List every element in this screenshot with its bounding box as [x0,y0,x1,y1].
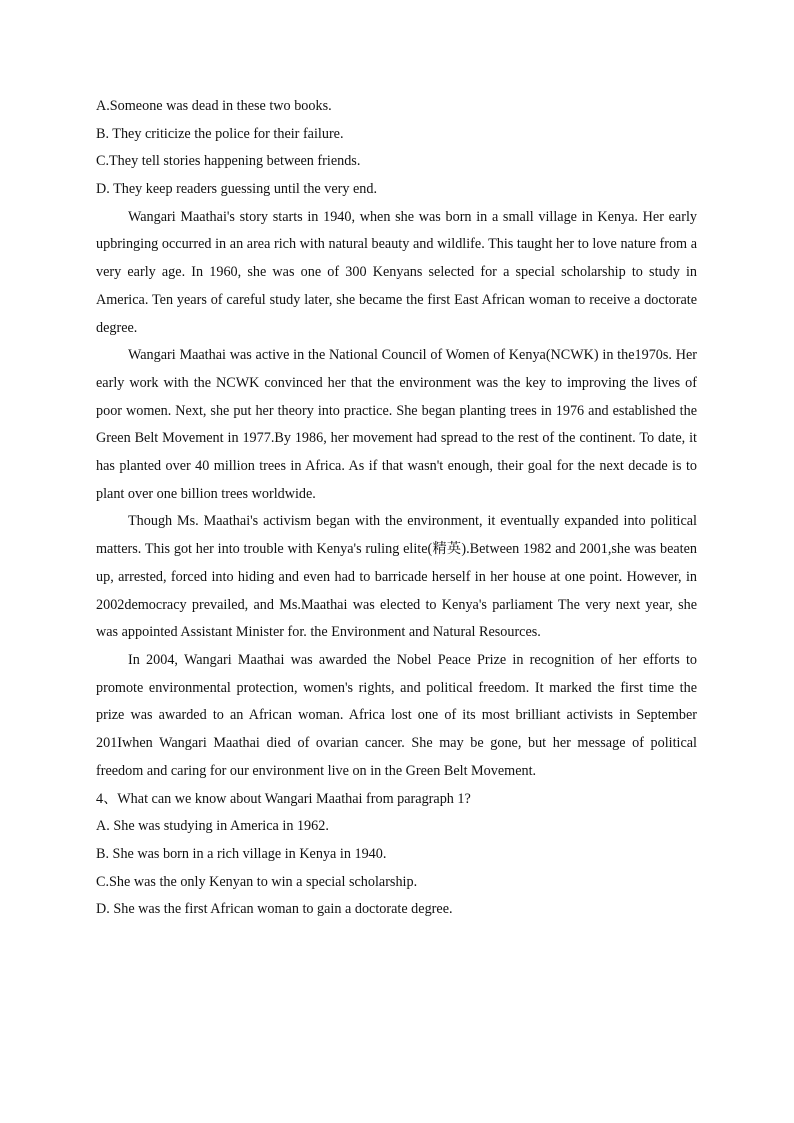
q4-option-b: B. She was born in a rich village in Kenya in 1940. [96,845,387,862]
passage-paragraph-4: In 2004, Wangari Maathai was awarded the Nobel Peace Prize in recognition of her efforts to promote environmental protection, women's rights, and political freedom. It marked the first time the prize was awarded to an African woman. Africa lost one of its most brilliant activists in September 201Iwhen Wangari Maathai died of ovarian cancer. She may be gone, but her message of political freedom and caring for our environment live on in the Green Belt Movement. [96,652,697,779]
q3-option-a: A.Someone was dead in these two books. [96,98,332,114]
passage-paragraph-2: Wangari Maathai was active in the National Council of Women of Kenya(NCWK) in the1970s. Her early work with the NCWK convinced her that the environment was the key to improving the lives of poor women. Next, she put her theory into practice. She began planting trees in 1976 and established the Green Belt Movement in 1977.By 1986, her movement had spread to the rest of the continent. To date, it has planted over 40 million trees in Africa. As if that wasn't enough, their goal for the next decade is to plant over one billion trees worldwide. [96,347,697,502]
q3-option-d: D. They keep readers guessing until the very end. [96,181,378,198]
q4-option-c: C.She was the only Kenyan to win a special scholarship. [96,873,418,890]
q4-option-d: D. She was the first African woman to gain a doctorate degree. [96,901,453,918]
q3-option-c: C.They tell stories happening between friends. [96,153,361,170]
passage-paragraph-1: Wangari Maathai's story starts in 1940, when she was born in a small village in Kenya. Her early upbringing occurred in an area rich with natural beauty and wildlife. This taught her to love nature from a very early age. In 1960, she was one of 300 Kenyans selected for a special scholarship to study in America. Ten years of careful study later, she became the first East African woman to receive a doctorate degree. [96,208,697,336]
question-4-stem: 4、What can we know about Wangari Maathai from paragraph 1? [96,790,471,807]
document-page [96,93,697,924]
q3-option-b: B. They criticize the police for their failure. [96,125,344,142]
passage-paragraph-3: Though Ms. Maathai's activism began with the environment, it eventually expanded into political matters. This got her into trouble with Kenya's ruling elite(精英).Between 1982 and 2001,she was beaten up, arrested, forced into hiding and even had to barricade herself in her house at one point. However, in 2002democracy prevailed, and Ms.Maathai was elected to Kenya's parliament The very next year, she was appointed Assistant Minister for. the Environment and Natural Resources. [96,513,697,641]
q4-option-a: A. She was studying in America in 1962. [96,818,329,835]
